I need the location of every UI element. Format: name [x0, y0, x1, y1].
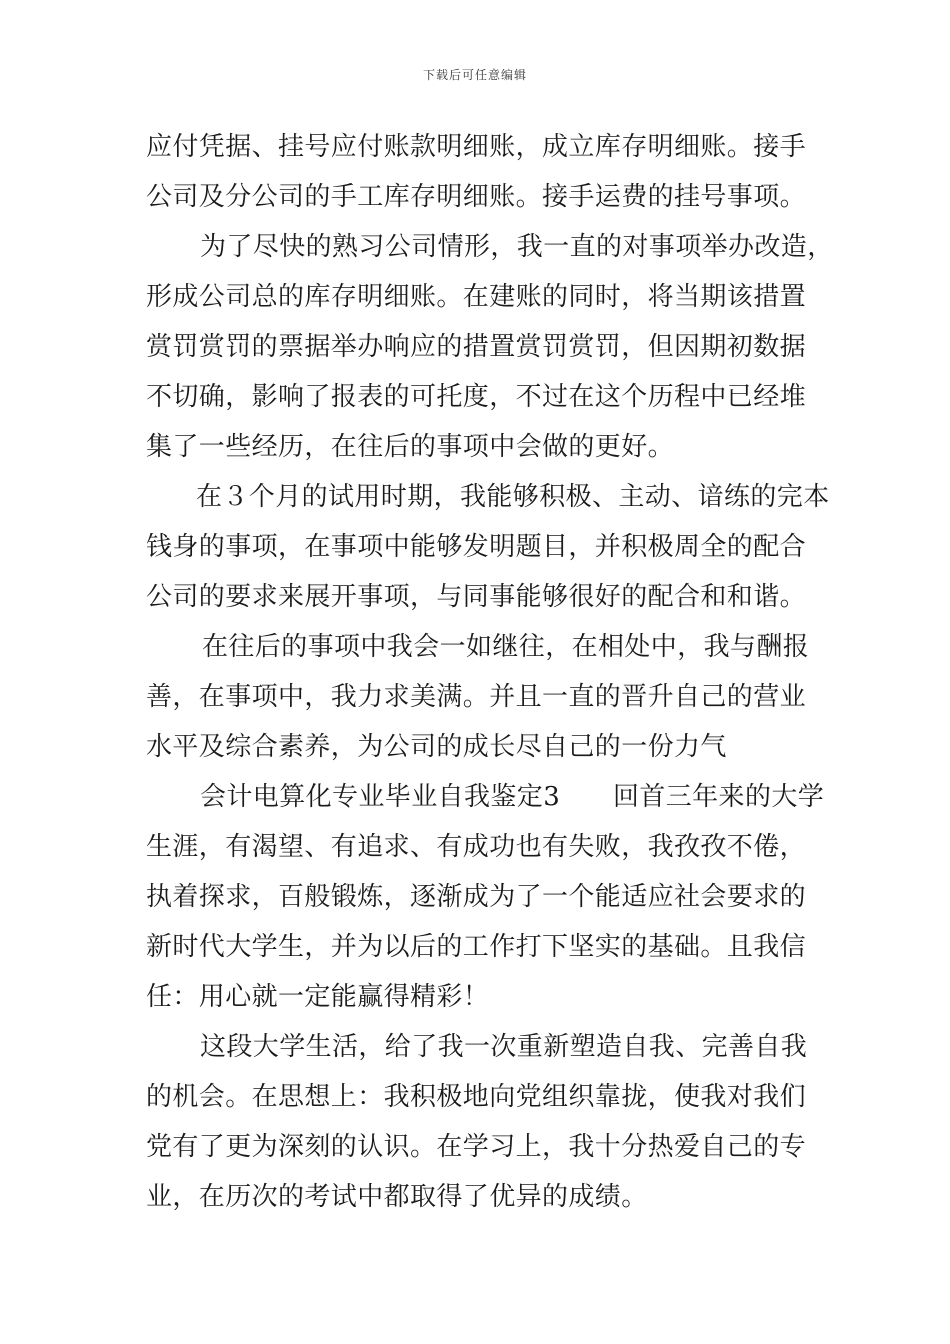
text-line: 新时代大学生，并为以后的工作打下坚实的基础。且我信: [146, 932, 807, 962]
text-line: 业，在历次的考试中都取得了优异的成绩。: [146, 1182, 648, 1212]
text-line: 形成公司总的库存明细账。在建账的同时，将当期该措置: [146, 282, 807, 312]
document-body: [146, 122, 834, 1222]
text-line: 应付凭据、挂号应付账款明细账，成立库存明细账。接手: [146, 132, 807, 162]
text-line: 的机会。在思想上：我积极地向党组织靠拢，使我对我们: [146, 1082, 807, 1112]
text-line: 党有了更为深刻的认识。在学习上，我十分热爱自己的专: [146, 1132, 807, 1162]
text-line: 这段大学生活，给了我一次重新塑造自我、完善自我: [200, 1032, 808, 1062]
text-line: 集了一些经历，在往后的事项中会做的更好。: [146, 432, 675, 462]
text-line: 为了尽快的熟习公司情形，我一直的对事项举办改造，: [200, 232, 834, 262]
text-line: 赏罚赏罚的票据举办响应的措置赏罚赏罚，但因期初数据: [146, 332, 807, 362]
text-line: 公司及分公司的手工库存明细账。接手运费的挂号事项。: [146, 182, 807, 212]
text-line: 执着探求，百般锻炼，逐渐成为了一个能适应社会要求的: [146, 882, 807, 912]
text-line: 在３个月的试用时期，我能够积极、主动、谙练的完本: [196, 482, 830, 512]
text-line: 水平及综合素养，为公司的成长尽自己的一份力气: [146, 732, 727, 762]
text-line: 生涯，有渴望、有追求、有成功也有失败，我孜孜不倦，: [146, 832, 807, 862]
text-line: 善，在事项中，我力求美满。并且一直的晋升自己的营业: [146, 682, 807, 712]
text-line: 不切确，影响了报表的可托度，不过在这个历程中已经堆: [146, 382, 807, 412]
text-line: 公司的要求来展开事项，与同事能够很好的配合和和谐。: [146, 582, 807, 612]
text-line: 会计电算化专业毕业自我鉴定3 回首三年来的大学: [200, 782, 825, 812]
text-line: 在往后的事项中我会一如继往，在相处中，我与酬报: [202, 632, 810, 662]
page-header: 下载后可任意编辑: [422, 68, 527, 82]
text-line: 钱身的事项，在事项中能够发明题目，并积极周全的配合: [146, 532, 807, 562]
text-line: 任：用心就一定能赢得精彩！: [146, 982, 490, 1012]
